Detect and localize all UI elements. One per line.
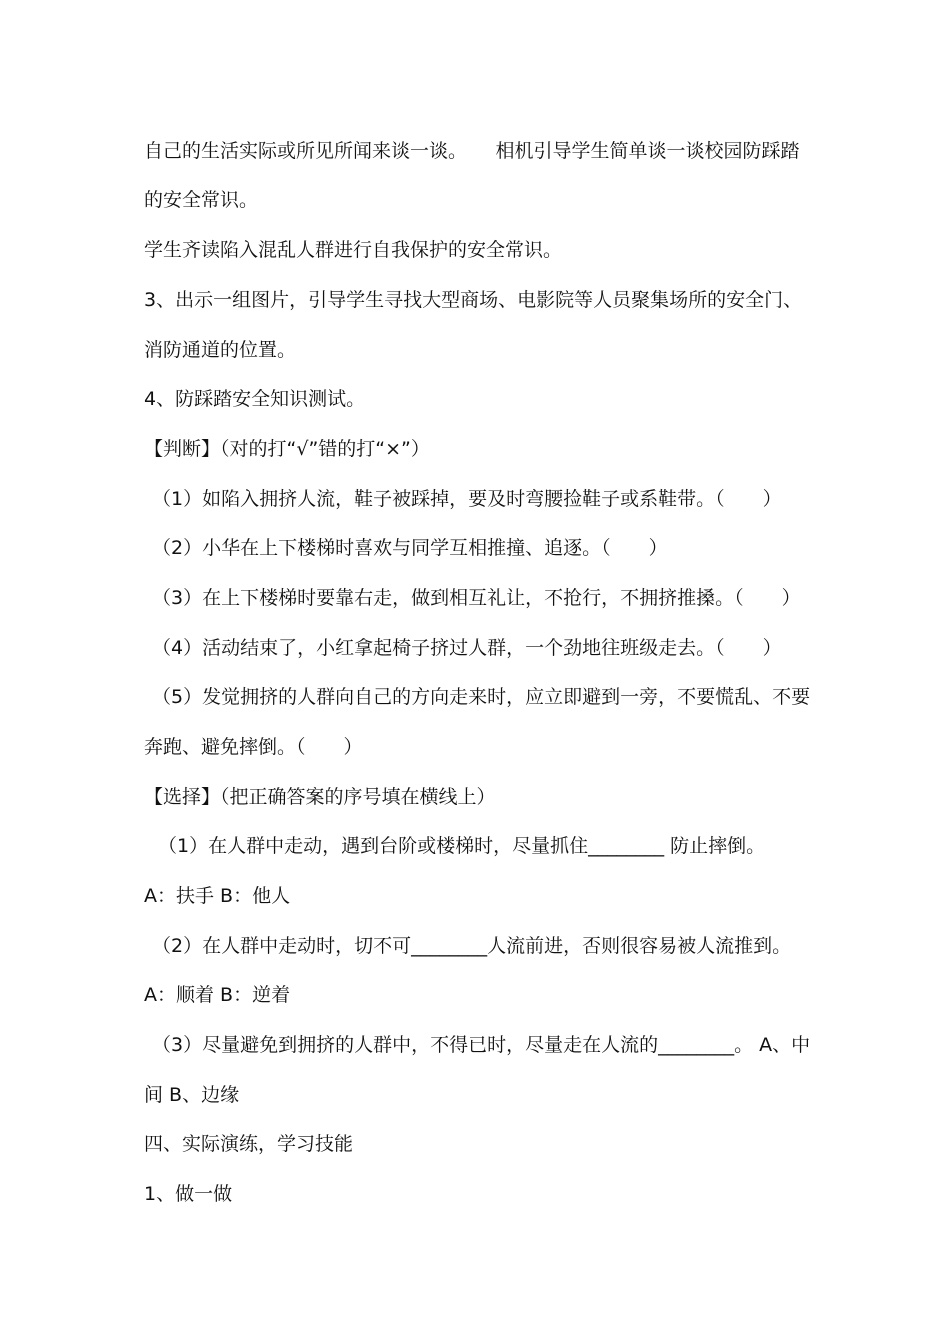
judgment-item: （1）如陷入拥挤人流，鞋子被踩掉，要及时弯腰捡鞋子或系鞋带。（ ） <box>152 488 782 510</box>
choice-options: A：顺着 B：逆着 <box>144 984 291 1006</box>
paragraph-line: 3、出示一组图片，引导学生寻找大型商场、电影院等人员聚集场所的安全门、 <box>144 289 803 311</box>
judgment-item: （5）发觉拥挤的人群向自己的方向走来时，应立即避到一旁，不要慌乱、不要 <box>152 686 811 708</box>
choice-item: （1）在人群中走动，遇到台阶或楼梯时，尽量抓住________ 防止摔倒。 <box>158 835 766 857</box>
question-heading: 【选择】（把正确答案的序号填在横线上） <box>144 786 496 808</box>
paragraph-line: 学生齐读陷入混乱人群进行自我保护的安全常识。 <box>144 239 563 261</box>
section-heading: 四、实际演练，学习技能 <box>144 1133 354 1155</box>
paragraph-line: 1、做一做 <box>144 1183 233 1205</box>
judgment-item: （2）小华在上下楼梯时喜欢与同学互相推撞、追逐。（ ） <box>152 537 668 559</box>
choice-options: A：扶手 B：他人 <box>144 885 291 907</box>
judgment-item: （3）在上下楼梯时要靠右走，做到相互礼让，不抢行，不拥挤推搡。（ ） <box>152 587 801 609</box>
judgment-item: （4）活动结束了，小红拿起椅子挤过人群，一个劲地往班级走去。（ ） <box>152 637 782 659</box>
paragraph-line: 自己的生活实际或所见所闻来谈一谈。 相机引导学生简单谈一谈校园防踩踏 <box>144 140 800 162</box>
choice-item: （2）在人群中走动时，切不可________人流前进，否则很容易被人流推到。 <box>152 935 792 957</box>
section-heading: 4、防踩踏安全知识测试。 <box>144 388 366 410</box>
paragraph-line: 消防通道的位置。 <box>144 339 297 361</box>
judgment-item-continued: 奔跑、避免摔倒。（ ） <box>144 736 363 758</box>
question-heading: 【判断】（对的打“√”错的打“×”） <box>144 438 430 460</box>
choice-options: 间 B、边缘 <box>144 1084 240 1106</box>
choice-item: （3）尽量避免到拥挤的人群中，不得已时，尽量走在人流的________。 A、中 <box>152 1034 811 1056</box>
paragraph-line: 的安全常识。 <box>144 189 259 211</box>
